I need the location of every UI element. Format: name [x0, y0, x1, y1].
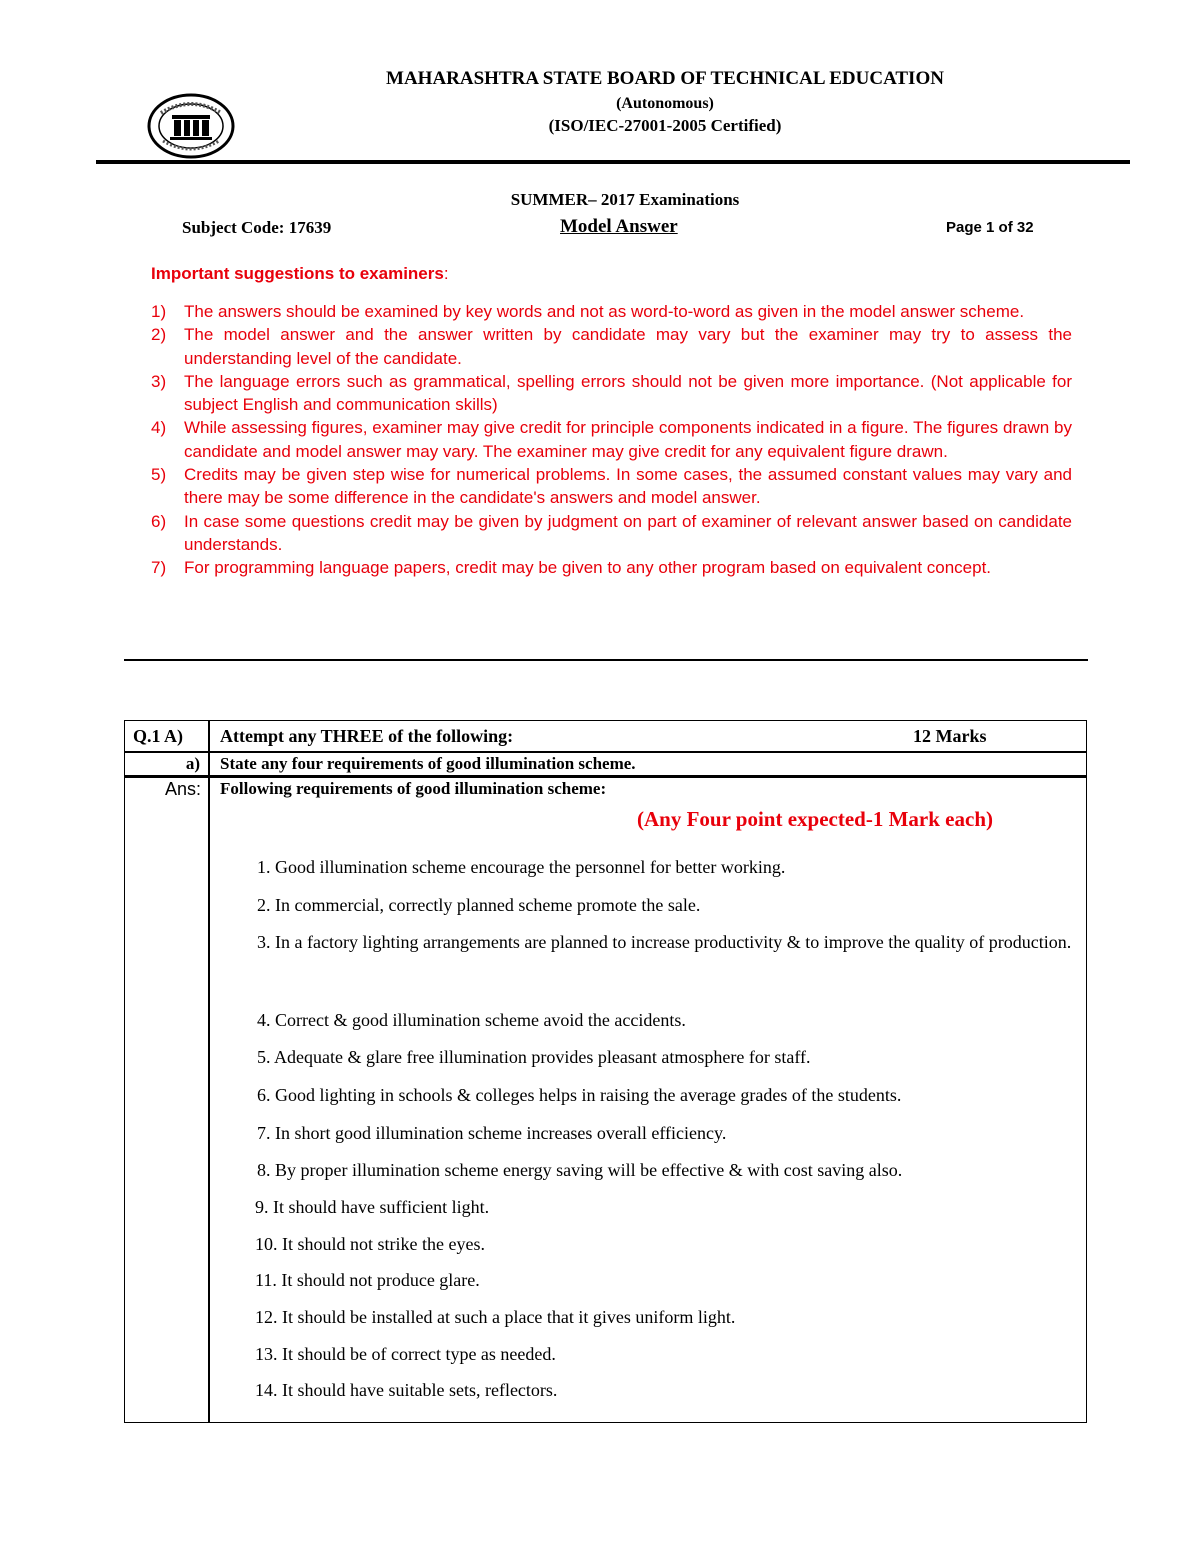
suggestion-item	[151, 323, 1072, 370]
answer-point: 6. Good lighting in schools & colleges helps in raising the average grades of the students.	[257, 1085, 902, 1105]
suggestion-number: 3)	[151, 371, 167, 391]
marking-note: (Any Four point expected-1 Mark each)	[637, 807, 993, 831]
suggestion-number: 6)	[151, 511, 167, 531]
suggestion-item	[151, 510, 1072, 557]
suggestion-text: In case some questions credit may be given by judgment on part of examiner of relevant answer based on candidate understands.	[184, 511, 1072, 554]
suggestion-item	[151, 300, 1072, 323]
suggestion-item	[151, 463, 1072, 510]
answer-point: 8. By proper illumination scheme energy saving will be effective & with cost saving also.	[257, 1160, 903, 1180]
suggestion-item	[151, 416, 1072, 463]
answer-point: 1. Good illumination scheme encourage the personnel for better working.	[257, 857, 786, 877]
answer-point: 10. It should not strike the eyes.	[255, 1234, 485, 1254]
suggestions-divider	[124, 659, 1088, 661]
answer-point: 4. Correct & good illumination scheme avoid the accidents.	[257, 1010, 686, 1030]
answer-point: 3. In a factory lighting arrangements are planned to increase productivity & to improve the quality of production.	[257, 932, 1072, 952]
answer-point: 2. In commercial, correctly planned scheme promote the sale.	[257, 895, 701, 915]
model-answer-title: Model Answer	[560, 216, 678, 237]
board-autonomous-label: (Autonomous)	[616, 95, 714, 112]
board-name: MAHARASHTRA STATE BOARD OF TECHNICAL EDUCATION	[386, 68, 944, 89]
question-number: Q.1 A)	[133, 726, 184, 746]
sub-question-text: State any four requirements of good illumination scheme.	[220, 754, 636, 773]
answer-point: 13. It should be of correct type as needed.	[255, 1344, 556, 1364]
suggestions-heading-colon: :	[443, 264, 449, 283]
answer-point: 9. It should have sufficient light.	[255, 1197, 490, 1217]
suggestion-text: The model answer and the answer written by candidate may vary but the examiner may try to assess the understanding level of the candidate.	[184, 325, 1072, 368]
answer-heading: Following requirements of good illumination scheme:	[220, 779, 607, 798]
exam-title: SUMMER– 2017 Examinations	[510, 190, 740, 209]
suggestions-heading-text: Important suggestions to examiners	[151, 264, 444, 283]
question-table	[124, 720, 1087, 1423]
suggestion-text: Credits may be given step wise for numerical problems. In some cases, the assumed constant values may vary and there may be some difference in the candidate's answers and model answer.	[184, 465, 1072, 508]
answer-point: 7. In short good illumination scheme increases overall efficiency.	[257, 1123, 727, 1143]
table-row-divider	[125, 775, 1086, 778]
suggestion-text: For programming language papers, credit may be given to any other program based on equivalent concept.	[184, 558, 992, 578]
suggestion-text: While assessing figures, examiner may give credit for principle components indicated in a figure. The figures drawn by candidate and model answer may vary. The examiner may give credit for any equivalent figure drawn.	[184, 418, 1072, 461]
suggestion-number: 2)	[151, 325, 167, 345]
answer-point: 5. Adequate & glare free illumination provides pleasant atmosphere for staff.	[257, 1047, 811, 1067]
suggestion-item	[151, 556, 1072, 579]
suggestion-item	[151, 370, 1072, 417]
suggestions-list	[151, 300, 1072, 580]
page-number: Page 1 of 32	[946, 219, 1034, 236]
suggestion-text: The answers should be examined by key words and not as word-to-word as given in the model answer scheme.	[184, 302, 1025, 321]
subject-code: Subject Code: 17639	[182, 218, 332, 237]
sub-question-label: a)	[185, 754, 200, 773]
suggestion-number: 7)	[151, 558, 167, 578]
suggestion-number: 4)	[151, 418, 167, 438]
suggestion-number: 5)	[151, 465, 167, 485]
board-iso-certification: (ISO/IEC-27001-2005 Certified)	[548, 116, 782, 135]
question-instruction: Attempt any THREE of the following:	[220, 726, 514, 746]
answer-label: Ans:	[164, 779, 201, 799]
answer-point: 12. It should be installed at such a place that it gives uniform light.	[255, 1307, 736, 1327]
suggestion-text: The language errors such as grammatical, spelling errors should not be given more importance. (Not applicable for subject English and communication skills)	[184, 371, 1072, 415]
table-row-divider	[125, 751, 1086, 753]
answer-point: 14. It should have suitable sets, reflectors.	[255, 1380, 558, 1400]
suggestions-heading	[151, 264, 449, 284]
answer-point: 11. It should not produce glare.	[255, 1270, 480, 1290]
suggestion-number: 1)	[151, 302, 167, 321]
question-marks: 12 Marks	[913, 726, 987, 746]
table-column-divider	[208, 721, 210, 1422]
header-divider	[96, 160, 1130, 164]
